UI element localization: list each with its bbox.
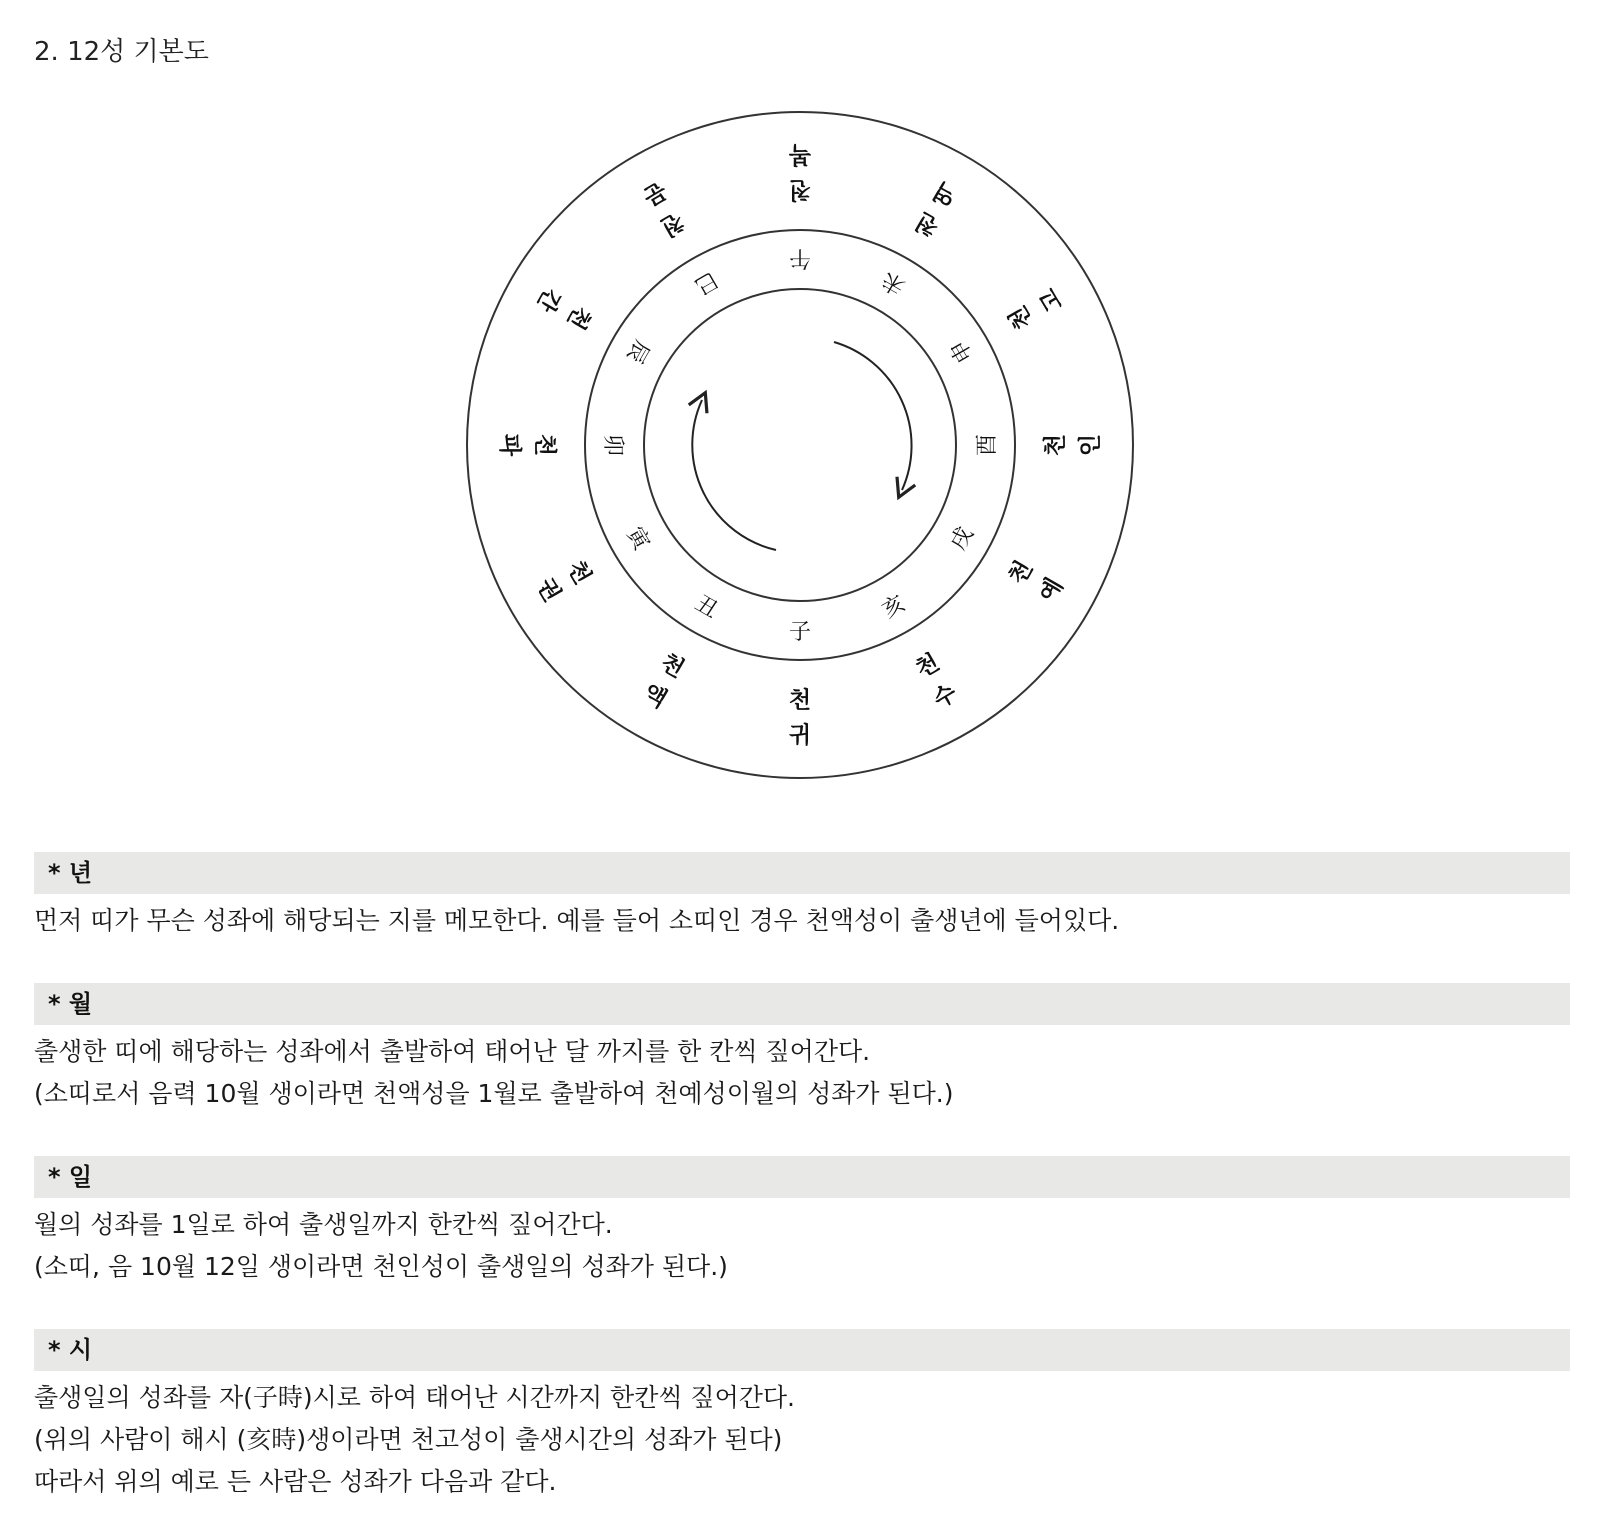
- middle-circle: [585, 230, 1015, 660]
- section-year: [34, 852, 1570, 942]
- star-ring: [497, 142, 1104, 749]
- section-month-line: 출생한 띠에 해당하는 성좌에서 출발하여 태어난 달 까지를 한 칸씩 짚어간다.: [34, 1037, 871, 1066]
- section-header-year: * 년: [34, 852, 1570, 894]
- star-label-char: 역: [929, 176, 962, 211]
- section-day-line: (소띠, 음 10월 12일 생이라면 천인성이 출생일의 성좌가 된다.): [34, 1252, 728, 1281]
- section-header-day: * 일: [34, 1156, 1570, 1198]
- star-label-char: 천: [788, 687, 812, 714]
- star-label-char: 천: [1004, 301, 1039, 334]
- branch-label: 午: [788, 245, 812, 270]
- star-label-char: 천: [531, 433, 558, 457]
- star-label-char: 액: [638, 679, 671, 714]
- star-label-char: 문: [638, 176, 671, 211]
- star-label-char: 천: [561, 301, 596, 334]
- section-month: [34, 983, 1570, 1115]
- star-label-char: 파: [496, 433, 523, 457]
- star-label-char: 수: [929, 679, 962, 714]
- branch-label: 子: [788, 620, 812, 645]
- section-header-hour: * 시: [34, 1329, 1570, 1371]
- section-hour-line: 따라서 위의 예로 든 사람은 성좌가 다음과 같다.: [34, 1467, 557, 1496]
- branch-ring: [600, 245, 1000, 645]
- branch-label: 戌: [946, 522, 979, 555]
- branch-label: 亥: [877, 591, 910, 624]
- star-label-char: 천: [561, 556, 596, 589]
- star-label-char: 복: [788, 141, 812, 168]
- section-day-line: 월의 성좌를 1일로 하여 출생일까지 한칸씩 짚어간다.: [34, 1210, 613, 1239]
- star-label-char: 인: [1077, 433, 1104, 457]
- star-label-char: 고: [1034, 283, 1069, 316]
- section-header-month: * 월: [34, 983, 1570, 1025]
- section-year-line: 먼저 띠가 무슨 성좌에 해당되는 지를 메모한다. 예를 들어 소띠인 경우 천액성이 출생년에 들어있다.: [34, 906, 1120, 935]
- section-hour: [34, 1329, 1570, 1503]
- star-label-char: 천: [656, 206, 689, 241]
- star-label-char: 천: [656, 649, 689, 684]
- branch-label: 酉: [975, 433, 1000, 457]
- star-label-char: 귀: [788, 722, 812, 749]
- page-title: 2. 12성 기본도: [34, 37, 209, 67]
- clockwise-arrow-left: [692, 400, 776, 550]
- section-month-line: (소띠로서 음력 10월 생이라면 천액성을 1월로 출발하여 천예성이월의 성좌가 된다.): [34, 1079, 954, 1108]
- clockwise-arrow-right: [834, 342, 912, 490]
- star-label-char: 예: [1034, 574, 1069, 607]
- inner-circle: [644, 289, 956, 601]
- section-hour-line: 출생일의 성좌를 자(子時)시로 하여 태어난 시간까지 한칸씩 짚어간다.: [34, 1383, 795, 1412]
- star-label-char: 간: [531, 283, 566, 316]
- star-label-char: 천: [1004, 556, 1039, 589]
- branch-label: 辰: [621, 335, 654, 368]
- branch-label: 卯: [600, 433, 625, 457]
- branch-label: 申: [946, 335, 979, 368]
- section-hour-line: (위의 사람이 해시 (亥時)생이라면 천고성이 출생시간의 성좌가 된다): [34, 1425, 783, 1454]
- branch-label: 未: [877, 266, 910, 299]
- section-day: [34, 1156, 1570, 1288]
- outer-circle: [467, 112, 1133, 778]
- star-label-char: 권: [531, 574, 566, 607]
- star-label-char: 천: [911, 206, 944, 241]
- branch-label: 丑: [690, 591, 723, 624]
- branch-label: 寅: [621, 522, 654, 555]
- star-label-char: 천: [1042, 433, 1069, 457]
- branch-label: 巳: [690, 266, 723, 299]
- star-label-char: 천: [911, 649, 944, 684]
- star-label-char: 천: [788, 176, 812, 203]
